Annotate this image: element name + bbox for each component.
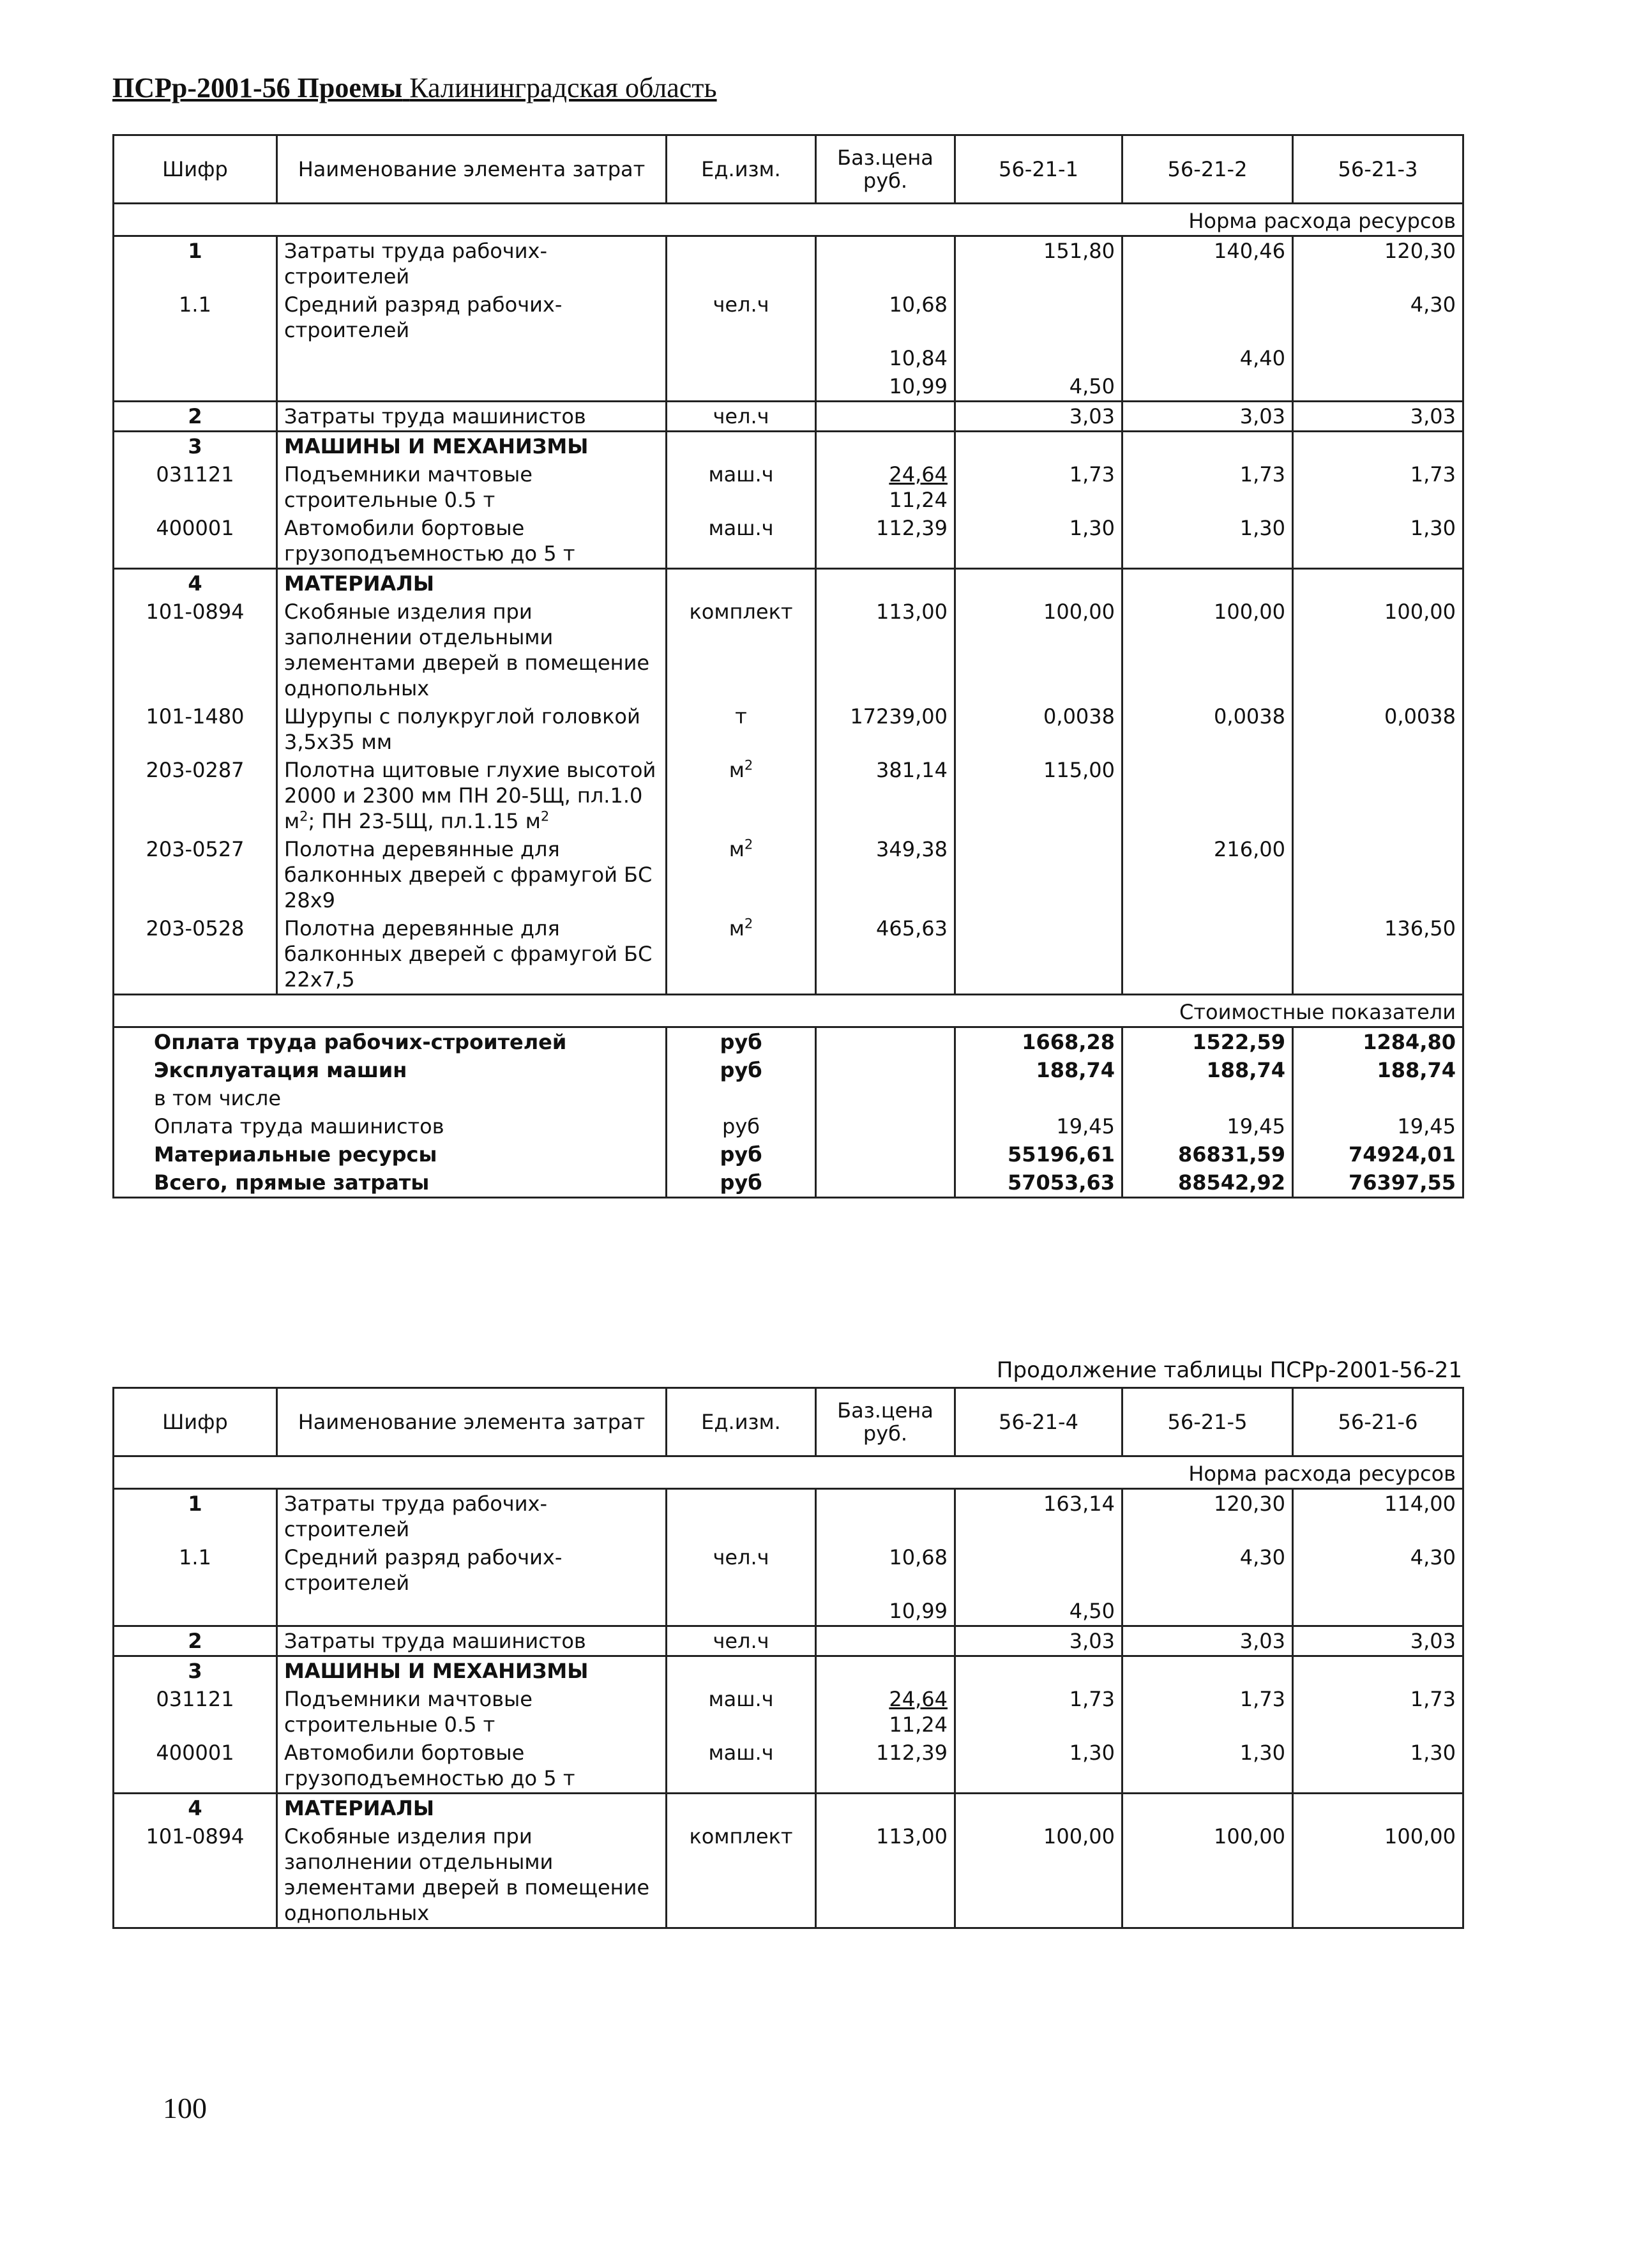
resource-table-1	[112, 134, 1464, 1198]
value-cell: 115,00	[955, 756, 1122, 835]
table-row	[114, 460, 1463, 514]
price-cell: 113,00	[816, 1822, 955, 1928]
col-cipher: Шифр	[114, 135, 277, 204]
row-name: Шурупы с полукруглой головкой 3,5х35 мм	[277, 702, 667, 756]
value-cell: 4,30	[1122, 1543, 1293, 1597]
row-unit: маш.ч	[667, 460, 816, 514]
value-cell: 74924,01	[1293, 1140, 1463, 1168]
row-code: 2	[114, 402, 277, 432]
col-price: Баз.цена руб.	[816, 135, 955, 204]
row-unit: т	[667, 702, 816, 756]
value-cell: 19,45	[1293, 1112, 1463, 1140]
table-row	[114, 1112, 1463, 1140]
row-unit: $м^2$	[667, 914, 816, 995]
table-row	[114, 1084, 1463, 1112]
row-unit: маш.ч	[667, 514, 816, 569]
section-norm	[114, 1456, 1463, 1489]
table-row	[114, 914, 1463, 995]
row-code: 400001	[114, 514, 277, 569]
table-row	[114, 1027, 1463, 1057]
section-title: Норма расхода ресурсов	[114, 1456, 1463, 1489]
row-unit: чел.ч	[667, 402, 816, 432]
price-cell: 10,84	[816, 344, 955, 372]
value-cell: 86831,59	[1122, 1140, 1293, 1168]
table-row	[114, 1597, 1463, 1626]
value-cell: 1,73	[1293, 460, 1463, 514]
value-cell: 3,03	[1293, 1626, 1463, 1656]
price-cell: 10,68	[816, 1543, 955, 1597]
table-row	[114, 236, 1463, 291]
row-code: 400001	[114, 1739, 277, 1794]
value-cell: 55196,61	[955, 1140, 1122, 1168]
col-norm-5: 56-21-5	[1122, 1388, 1293, 1456]
table-row	[114, 1168, 1463, 1198]
table-row	[114, 1140, 1463, 1168]
col-name: Наименование элемента затрат	[277, 1388, 667, 1456]
value-cell: 88542,92	[1122, 1168, 1293, 1198]
table-row	[114, 1794, 1463, 1823]
row-code: 101-0894	[114, 1822, 277, 1928]
value-cell: 1,30	[955, 514, 1122, 569]
value-cell: 57053,63	[955, 1168, 1122, 1198]
row-name: Полотна щитовые глухие высотой 2000 и 2300 мм ПН 20-5Щ, пл.1.0 $м^2$; ПН 23-5Щ, пл.1.15 $м^2$	[277, 756, 667, 835]
price-cell: 113,00	[816, 598, 955, 702]
table-row	[114, 1656, 1463, 1686]
price-cell: 17239,00	[816, 702, 955, 756]
row-name: МАТЕРИАЛЫ	[277, 569, 667, 598]
value-cell: 4,50	[955, 1597, 1122, 1626]
value-cell: 100,00	[955, 1822, 1122, 1928]
table-row	[114, 402, 1463, 432]
section-title: Норма расхода ресурсов	[114, 204, 1463, 236]
row-name: Затраты труда машинистов	[277, 402, 667, 432]
row-unit: комплект	[667, 598, 816, 702]
row-name: Затраты труда машинистов	[277, 1626, 667, 1656]
row-unit: маш.ч	[667, 1685, 816, 1739]
value-cell: 120,30	[1293, 236, 1463, 291]
row-code: 203-0528	[114, 914, 277, 995]
col-unit: Ед.изм.	[667, 1388, 816, 1456]
row-unit: маш.ч	[667, 1739, 816, 1794]
row-code: 4	[114, 1794, 277, 1823]
price-cell: 465,63	[816, 914, 955, 995]
col-cipher: Шифр	[114, 1388, 277, 1456]
value-cell: 188,74	[1122, 1056, 1293, 1084]
row-name: МАТЕРИАЛЫ	[277, 1794, 667, 1823]
table-row	[114, 1739, 1463, 1794]
row-name: Полотна деревянные для балконных дверей с фрамугой БС 22х7,5	[277, 914, 667, 995]
table-header-row	[114, 1388, 1463, 1456]
value-cell: 3,03	[955, 402, 1122, 432]
value-cell: 1,30	[1293, 514, 1463, 569]
price-cell: 349,38	[816, 835, 955, 914]
row-code: 031121	[114, 460, 277, 514]
section-norm	[114, 204, 1463, 236]
price-cell: 112,39	[816, 514, 955, 569]
price-cell: 24,64 11,24	[816, 460, 955, 514]
row-code: 1	[114, 1489, 277, 1544]
col-name: Наименование элемента затрат	[277, 135, 667, 204]
cost-name: Оплата труда машинистов	[114, 1112, 667, 1140]
col-norm-4: 56-21-4	[955, 1388, 1122, 1456]
row-code: 1.1	[114, 1543, 277, 1597]
value-cell: 100,00	[1293, 1822, 1463, 1928]
value-cell: 3,03	[1293, 402, 1463, 432]
row-code: 4	[114, 569, 277, 598]
value-cell: 1,73	[955, 460, 1122, 514]
col-unit: Ед.изм.	[667, 135, 816, 204]
col-price: Баз.цена руб.	[816, 1388, 955, 1456]
cost-unit: руб	[667, 1168, 816, 1198]
row-name: Подъемники мачтовые строительные 0.5 т	[277, 1685, 667, 1739]
table-row	[114, 432, 1463, 461]
row-unit: $м^2$	[667, 835, 816, 914]
table-row	[114, 1685, 1463, 1739]
value-cell: 136,50	[1293, 914, 1463, 995]
table-row	[114, 1822, 1463, 1928]
table-row	[114, 1489, 1463, 1544]
table-row	[114, 835, 1463, 914]
price-cell: 24,64 11,24	[816, 1685, 955, 1739]
row-name: Затраты труда рабочих-строителей	[277, 1489, 667, 1544]
value-cell: 1,30	[1122, 514, 1293, 569]
row-name: Затраты труда рабочих-строителей	[277, 236, 667, 291]
cost-unit: руб	[667, 1140, 816, 1168]
table-row	[114, 1056, 1463, 1084]
value-cell: 0,0038	[1293, 702, 1463, 756]
value-cell: 3,03	[1122, 1626, 1293, 1656]
value-cell: 0,0038	[955, 702, 1122, 756]
value-cell: 188,74	[1293, 1056, 1463, 1084]
col-norm-6: 56-21-6	[1293, 1388, 1463, 1456]
document-code: ПСРр-2001-56 Проемы	[112, 72, 403, 103]
value-cell: 151,80	[955, 236, 1122, 291]
row-name: Автомобили бортовые грузоподъемностью до 5 т	[277, 1739, 667, 1794]
table-row	[114, 702, 1463, 756]
row-code: 1.1	[114, 291, 277, 344]
value-cell: 76397,55	[1293, 1168, 1463, 1198]
cost-name: Всего, прямые затраты	[114, 1168, 667, 1198]
row-name: МАШИНЫ И МЕХАНИЗМЫ	[277, 1656, 667, 1686]
value-cell: 3,03	[955, 1626, 1122, 1656]
value-cell: 120,30	[1122, 1489, 1293, 1544]
value-cell: 100,00	[955, 598, 1122, 702]
value-cell: 100,00	[1122, 1822, 1293, 1928]
cost-name: Эксплуатация машин	[114, 1056, 667, 1084]
col-norm-1: 56-21-1	[955, 135, 1122, 204]
resource-table-2	[112, 1387, 1464, 1929]
value-cell: 1,73	[1122, 460, 1293, 514]
row-code: 203-0287	[114, 756, 277, 835]
row-code: 3	[114, 432, 277, 461]
table-header-row	[114, 135, 1463, 204]
price-cell: 112,39	[816, 1739, 955, 1794]
table-row	[114, 598, 1463, 702]
price-cell: 10,68	[816, 291, 955, 344]
table-row	[114, 569, 1463, 598]
value-cell: 1,30	[1293, 1739, 1463, 1794]
table-row	[114, 1543, 1463, 1597]
row-code: 203-0527	[114, 835, 277, 914]
row-name: Средний разряд рабочих-строителей	[277, 291, 667, 344]
cost-unit: руб	[667, 1056, 816, 1084]
value-cell: 114,00	[1293, 1489, 1463, 1544]
value-cell: 1284,80	[1293, 1027, 1463, 1057]
value-cell: 4,40	[1122, 344, 1293, 372]
cost-name: Оплата труда рабочих-строителей	[114, 1027, 667, 1057]
row-code: 031121	[114, 1685, 277, 1739]
row-name: Автомобили бортовые грузоподъемностью до 5 т	[277, 514, 667, 569]
row-name: Скобяные изделия при заполнении отдельными элементами дверей в помещение однопольных	[277, 1822, 667, 1928]
section-title: Стоимостные показатели	[114, 995, 1463, 1027]
value-cell: 19,45	[955, 1112, 1122, 1140]
table-row	[114, 372, 1463, 402]
value-cell: 19,45	[1122, 1112, 1293, 1140]
value-cell: 4,50	[955, 372, 1122, 402]
cost-name: Материальные ресурсы	[114, 1140, 667, 1168]
value-cell: 4,30	[1293, 1543, 1463, 1597]
page-number: 100	[163, 2092, 207, 2124]
price-cell: 10,99	[816, 372, 955, 402]
row-name: Подъемники мачтовые строительные 0.5 т	[277, 460, 667, 514]
col-norm-2: 56-21-2	[1122, 135, 1293, 204]
region-name: Калининградская область	[409, 72, 717, 103]
row-unit: чел.ч	[667, 1543, 816, 1597]
value-cell: 1,73	[1293, 1685, 1463, 1739]
value-cell: 1,30	[955, 1739, 1122, 1794]
value-cell: 100,00	[1293, 598, 1463, 702]
cost-name: в том числе	[114, 1084, 667, 1112]
table-row	[114, 344, 1463, 372]
value-cell: 100,00	[1122, 598, 1293, 702]
value-cell: 0,0038	[1122, 702, 1293, 756]
page-header	[112, 72, 717, 104]
row-unit: чел.ч	[667, 291, 816, 344]
row-unit: $м^2$	[667, 756, 816, 835]
value-cell: 4,30	[1293, 291, 1463, 344]
row-name: Полотна деревянные для балконных дверей с фрамугой БС 28х9	[277, 835, 667, 914]
table-row	[114, 756, 1463, 835]
value-cell: 140,46	[1122, 236, 1293, 291]
value-cell: 1668,28	[955, 1027, 1122, 1057]
cost-unit: руб	[667, 1027, 816, 1057]
value-cell: 1522,59	[1122, 1027, 1293, 1057]
value-cell: 1,73	[955, 1685, 1122, 1739]
row-name: МАШИНЫ И МЕХАНИЗМЫ	[277, 432, 667, 461]
value-cell: 1,30	[1122, 1739, 1293, 1794]
row-code: 3	[114, 1656, 277, 1686]
value-cell: 3,03	[1122, 402, 1293, 432]
table-row	[114, 1626, 1463, 1656]
row-code: 1	[114, 236, 277, 291]
table-row	[114, 514, 1463, 569]
table-row	[114, 291, 1463, 344]
price-cell: 381,14	[816, 756, 955, 835]
row-code: 101-1480	[114, 702, 277, 756]
row-unit: комплект	[667, 1822, 816, 1928]
row-code: 2	[114, 1626, 277, 1656]
value-cell: 188,74	[955, 1056, 1122, 1084]
row-name: Скобяные изделия при заполнении отдельными элементами дверей в помещение однопольных	[277, 598, 667, 702]
value-cell: 163,14	[955, 1489, 1122, 1544]
row-code: 101-0894	[114, 598, 277, 702]
value-cell: 1,73	[1122, 1685, 1293, 1739]
continuation-caption: Продолжение таблицы ПСРр-2001-56-21	[996, 1357, 1462, 1383]
col-norm-3: 56-21-3	[1293, 135, 1463, 204]
value-cell: 216,00	[1122, 835, 1293, 914]
price-cell: 10,99	[816, 1597, 955, 1626]
row-unit: чел.ч	[667, 1626, 816, 1656]
row-name: Средний разряд рабочих-строителей	[277, 1543, 667, 1597]
section-cost	[114, 995, 1463, 1027]
cost-unit: руб	[667, 1112, 816, 1140]
